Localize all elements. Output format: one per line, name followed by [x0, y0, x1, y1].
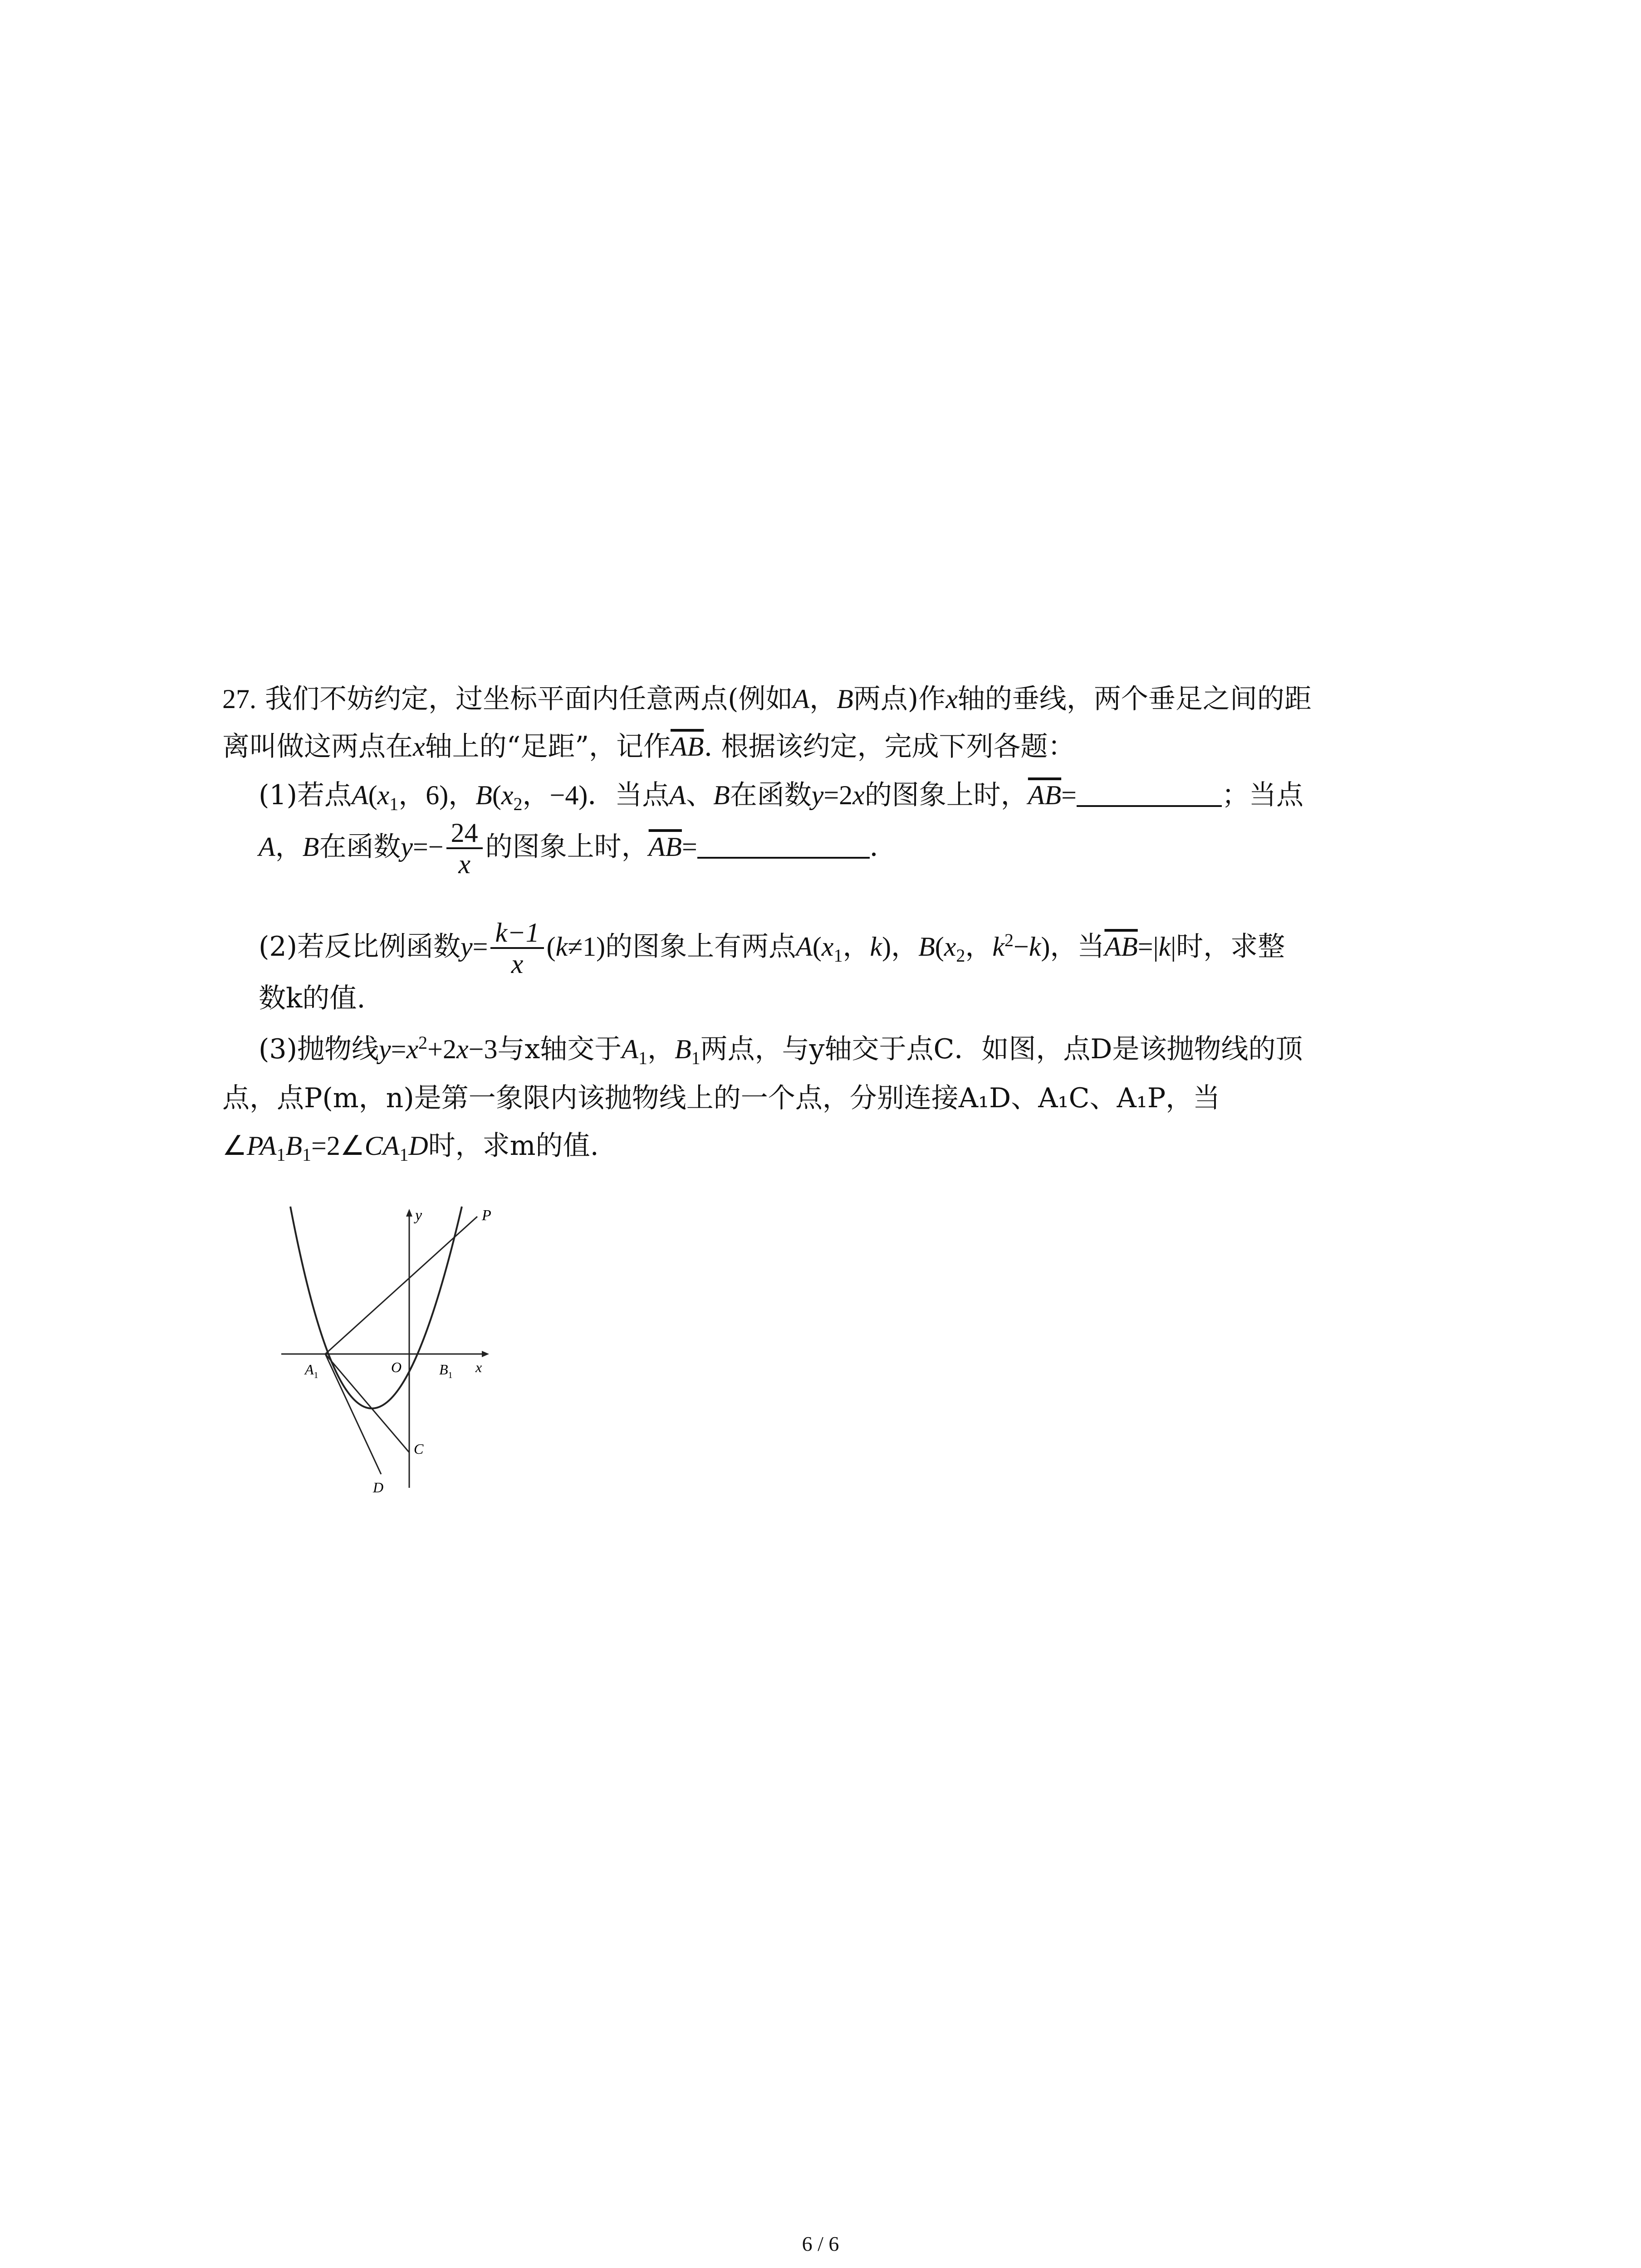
- label-C: C: [414, 1441, 424, 1457]
- x-axis-arrow: [482, 1351, 489, 1357]
- problem-number: 27.: [222, 684, 256, 714]
- part2-line-1: (2)若反比例函数y= $\frac{k-1}{x}$ (k≠1)的图象上有两点$A(x_1$，k)，$B(x_2$，$k^2-k$)，当$\overline{AB}=|k|$时，求整: [259, 918, 1285, 979]
- part3-line-2: 点，点P(m，n)是第一象限内该抛物线上的一个点，分别连接A₁D、A₁C、A₁P，当: [222, 1082, 1220, 1114]
- intro-line-2: 离叫做这两点在x轴上的“足距”，记作$\overline{AB}$. 根据该约定，完成下列各题：: [222, 731, 1075, 763]
- label-D: D: [373, 1479, 384, 1496]
- part1-line-2: A，B在函数y=− $\frac{24}{x}$ 的图象上时，$\overline{AB}=$ ．: [259, 818, 897, 879]
- fraction-24-over-x: $\frac{24}{x}$: [446, 819, 483, 879]
- label-P: P: [482, 1207, 491, 1224]
- part1-line-1: (1)若点$A(x_1$，6)，$B(x_2$，−4)．当点A、B在函数y=2x的图象上时，$\overline{AB}=$ ；当点: [259, 778, 1303, 815]
- label-y: y: [415, 1207, 422, 1224]
- fraction-k-1-over-x: $\frac{k-1}{x}$: [490, 919, 544, 979]
- intro-line-1: 27. 我们不妨约定，过坐标平面内任意两点(例如A，B两点)作x轴的垂线，两个垂足之间的距: [222, 683, 1312, 715]
- label-A1: $A_1$: [305, 1361, 318, 1380]
- page-number: 6 / 6: [802, 2232, 839, 2255]
- answer-blank-1[interactable]: [1077, 778, 1222, 807]
- parabola-figure: [272, 1198, 526, 1497]
- label-x: x: [475, 1359, 482, 1375]
- segment-A1P: [325, 1217, 477, 1354]
- segment-A1D: [325, 1354, 381, 1474]
- label-B1: $B_1$: [439, 1361, 453, 1380]
- label-O: O: [391, 1359, 402, 1375]
- part2-line-2: 数k的值.: [259, 982, 366, 1014]
- y-axis-arrow: [406, 1209, 412, 1217]
- part3-line-1: (3)抛物线$y=x^2+2x-3$与x轴交于$A_1$，$B_1$两点，与y轴交于点C．如图，点D是该抛物线的顶: [259, 1032, 1303, 1068]
- answer-blank-2[interactable]: [697, 830, 870, 859]
- part3-line-3: $\angle PA_1B_1=2\angle CA_1D$时，求m的值.: [222, 1130, 599, 1165]
